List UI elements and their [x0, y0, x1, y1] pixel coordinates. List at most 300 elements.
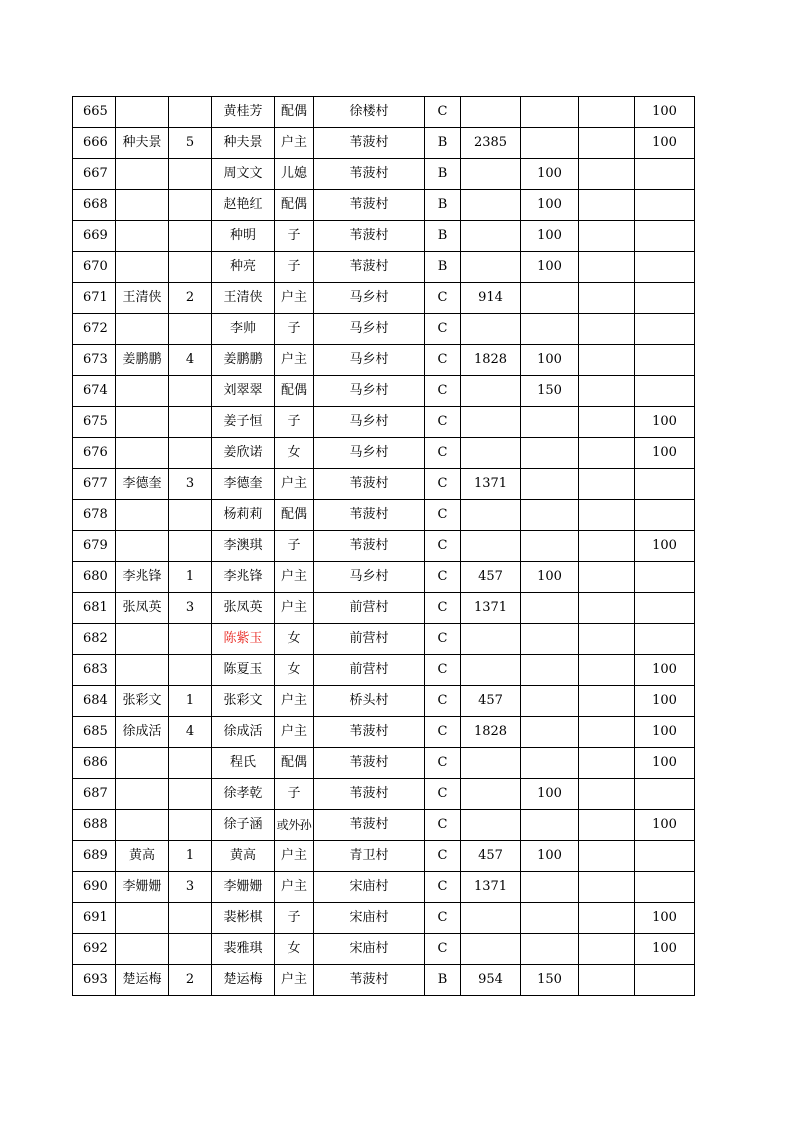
amount-c-cell	[579, 686, 635, 717]
member-name-cell: 徐子涵	[212, 810, 275, 841]
member-name-cell: 李兆锋	[212, 562, 275, 593]
amount-a-cell	[461, 903, 521, 934]
amount-a-cell: 457	[461, 562, 521, 593]
table-row	[73, 97, 695, 128]
household-size-cell: 1	[169, 686, 212, 717]
member-name-cell: 姜欣诺	[212, 438, 275, 469]
grade-cell: C	[425, 655, 461, 686]
member-name-cell: 楚运梅	[212, 965, 275, 996]
table-row	[73, 903, 695, 934]
member-name-cell: 姜子恒	[212, 407, 275, 438]
amount-a-cell	[461, 438, 521, 469]
amount-d-cell	[635, 376, 695, 407]
row-number-cell: 675	[73, 407, 116, 438]
amount-b-cell	[521, 438, 579, 469]
household-head-cell	[116, 903, 169, 934]
amount-c-cell	[579, 531, 635, 562]
household-size-cell	[169, 376, 212, 407]
row-number-cell: 665	[73, 97, 116, 128]
amount-b-cell	[521, 686, 579, 717]
household-size-cell: 2	[169, 965, 212, 996]
household-head-cell	[116, 252, 169, 283]
amount-c-cell	[579, 500, 635, 531]
amount-c-cell	[579, 438, 635, 469]
table-row	[73, 345, 695, 376]
table-row	[73, 934, 695, 965]
table-row	[73, 965, 695, 996]
row-number-cell: 684	[73, 686, 116, 717]
relation-cell: 儿媳	[275, 159, 314, 190]
row-number-cell: 683	[73, 655, 116, 686]
member-name-cell: 种夫景	[212, 128, 275, 159]
household-head-cell: 王清侠	[116, 283, 169, 314]
member-name-cell: 李帅	[212, 314, 275, 345]
amount-d-cell	[635, 159, 695, 190]
roster-body	[73, 97, 695, 996]
amount-b-cell: 100	[521, 159, 579, 190]
household-size-cell: 4	[169, 345, 212, 376]
amount-b-cell: 100	[521, 345, 579, 376]
amount-c-cell	[579, 841, 635, 872]
amount-c-cell	[579, 934, 635, 965]
amount-d-cell	[635, 314, 695, 345]
household-head-cell	[116, 376, 169, 407]
relation-cell: 户主	[275, 128, 314, 159]
amount-b-cell: 100	[521, 190, 579, 221]
member-name-cell: 徐成活	[212, 717, 275, 748]
grade-cell: C	[425, 903, 461, 934]
member-name-cell: 黄桂芳	[212, 97, 275, 128]
amount-d-cell	[635, 221, 695, 252]
village-cell: 苇菠村	[314, 469, 425, 500]
relation-cell: 配偶	[275, 97, 314, 128]
amount-d-cell	[635, 252, 695, 283]
amount-c-cell	[579, 252, 635, 283]
village-cell: 宋庙村	[314, 903, 425, 934]
row-number-cell: 680	[73, 562, 116, 593]
amount-d-cell: 100	[635, 438, 695, 469]
amount-b-cell	[521, 934, 579, 965]
amount-d-cell: 100	[635, 903, 695, 934]
amount-c-cell	[579, 779, 635, 810]
member-name-cell: 周文文	[212, 159, 275, 190]
household-size-cell: 3	[169, 469, 212, 500]
grade-cell: C	[425, 407, 461, 438]
grade-cell: C	[425, 934, 461, 965]
amount-a-cell: 914	[461, 283, 521, 314]
relation-cell: 配偶	[275, 748, 314, 779]
amount-a-cell: 2385	[461, 128, 521, 159]
amount-a-cell: 457	[461, 686, 521, 717]
relation-cell: 户主	[275, 283, 314, 314]
village-cell: 苇菠村	[314, 190, 425, 221]
amount-b-cell	[521, 748, 579, 779]
grade-cell: C	[425, 97, 461, 128]
grade-cell: C	[425, 345, 461, 376]
household-size-cell: 2	[169, 283, 212, 314]
household-head-cell	[116, 531, 169, 562]
village-cell: 桥头村	[314, 686, 425, 717]
amount-d-cell	[635, 872, 695, 903]
household-size-cell: 1	[169, 562, 212, 593]
village-cell: 苇菠村	[314, 717, 425, 748]
amount-b-cell	[521, 655, 579, 686]
table-row	[73, 252, 695, 283]
household-head-cell	[116, 810, 169, 841]
amount-b-cell: 100	[521, 221, 579, 252]
amount-a-cell	[461, 190, 521, 221]
amount-a-cell: 1371	[461, 872, 521, 903]
village-cell: 前营村	[314, 593, 425, 624]
row-number-cell: 666	[73, 128, 116, 159]
amount-c-cell	[579, 97, 635, 128]
table-row	[73, 810, 695, 841]
row-number-cell: 677	[73, 469, 116, 500]
grade-cell: C	[425, 469, 461, 500]
amount-b-cell	[521, 500, 579, 531]
amount-a-cell	[461, 221, 521, 252]
relation-cell: 子	[275, 252, 314, 283]
member-name-cell: 种明	[212, 221, 275, 252]
relation-cell: 女	[275, 438, 314, 469]
household-size-cell	[169, 159, 212, 190]
row-number-cell: 673	[73, 345, 116, 376]
amount-c-cell	[579, 128, 635, 159]
roster-table	[72, 96, 695, 996]
amount-a-cell: 1828	[461, 717, 521, 748]
household-size-cell	[169, 531, 212, 562]
table-row	[73, 190, 695, 221]
table-row	[73, 655, 695, 686]
amount-a-cell	[461, 97, 521, 128]
amount-d-cell	[635, 283, 695, 314]
household-head-cell: 张彩文	[116, 686, 169, 717]
relation-cell: 配偶	[275, 500, 314, 531]
table-row	[73, 221, 695, 252]
table-row	[73, 872, 695, 903]
relation-cell: 子	[275, 903, 314, 934]
household-head-cell: 李兆锋	[116, 562, 169, 593]
grade-cell: C	[425, 624, 461, 655]
row-number-cell: 685	[73, 717, 116, 748]
row-number-cell: 678	[73, 500, 116, 531]
amount-d-cell	[635, 500, 695, 531]
member-name-cell: 张凤英	[212, 593, 275, 624]
household-size-cell	[169, 97, 212, 128]
row-number-cell: 670	[73, 252, 116, 283]
member-name-cell: 裴彬棋	[212, 903, 275, 934]
household-head-cell	[116, 407, 169, 438]
table-row	[73, 624, 695, 655]
amount-d-cell: 100	[635, 748, 695, 779]
household-head-cell: 李德奎	[116, 469, 169, 500]
amount-b-cell	[521, 407, 579, 438]
row-number-cell: 686	[73, 748, 116, 779]
table-row	[73, 376, 695, 407]
household-head-cell	[116, 655, 169, 686]
village-cell: 苇菠村	[314, 810, 425, 841]
member-name-cell: 李德奎	[212, 469, 275, 500]
grade-cell: C	[425, 283, 461, 314]
household-size-cell	[169, 779, 212, 810]
village-cell: 苇菠村	[314, 965, 425, 996]
amount-d-cell	[635, 562, 695, 593]
member-name-cell: 杨莉莉	[212, 500, 275, 531]
amount-b-cell	[521, 283, 579, 314]
amount-d-cell: 100	[635, 128, 695, 159]
household-size-cell	[169, 810, 212, 841]
amount-c-cell	[579, 872, 635, 903]
household-size-cell	[169, 903, 212, 934]
grade-cell: C	[425, 810, 461, 841]
household-head-cell	[116, 779, 169, 810]
relation-cell: 户主	[275, 841, 314, 872]
household-head-cell: 黄高	[116, 841, 169, 872]
row-number-cell: 672	[73, 314, 116, 345]
amount-d-cell: 100	[635, 686, 695, 717]
amount-d-cell: 100	[635, 407, 695, 438]
household-size-cell	[169, 314, 212, 345]
village-cell: 马乡村	[314, 376, 425, 407]
household-size-cell	[169, 252, 212, 283]
row-number-cell: 676	[73, 438, 116, 469]
grade-cell: B	[425, 159, 461, 190]
relation-cell: 女	[275, 934, 314, 965]
household-size-cell: 1	[169, 841, 212, 872]
household-size-cell	[169, 190, 212, 221]
grade-cell: C	[425, 686, 461, 717]
village-cell: 苇菠村	[314, 779, 425, 810]
amount-d-cell	[635, 624, 695, 655]
household-head-cell: 姜鹏鹏	[116, 345, 169, 376]
amount-d-cell: 100	[635, 531, 695, 562]
member-name-cell: 陈夏玉	[212, 655, 275, 686]
relation-cell: 户主	[275, 872, 314, 903]
row-number-cell: 689	[73, 841, 116, 872]
row-number-cell: 691	[73, 903, 116, 934]
row-number-cell: 669	[73, 221, 116, 252]
grade-cell: C	[425, 500, 461, 531]
amount-c-cell	[579, 965, 635, 996]
household-size-cell: 5	[169, 128, 212, 159]
amount-b-cell	[521, 128, 579, 159]
relation-cell: 女	[275, 655, 314, 686]
household-head-cell	[116, 221, 169, 252]
amount-a-cell	[461, 624, 521, 655]
household-size-cell	[169, 624, 212, 655]
amount-a-cell	[461, 314, 521, 345]
amount-c-cell	[579, 407, 635, 438]
member-name-cell: 裴雅琪	[212, 934, 275, 965]
table-row	[73, 314, 695, 345]
table-row	[73, 128, 695, 159]
amount-b-cell: 150	[521, 965, 579, 996]
village-cell: 苇菠村	[314, 748, 425, 779]
amount-a-cell	[461, 655, 521, 686]
table-row	[73, 469, 695, 500]
amount-c-cell	[579, 593, 635, 624]
grade-cell: C	[425, 779, 461, 810]
member-name-cell: 赵艳红	[212, 190, 275, 221]
village-cell: 马乡村	[314, 283, 425, 314]
household-head-cell	[116, 748, 169, 779]
amount-d-cell	[635, 190, 695, 221]
relation-cell: 户主	[275, 345, 314, 376]
grade-cell: C	[425, 376, 461, 407]
village-cell: 宋庙村	[314, 934, 425, 965]
amount-b-cell	[521, 624, 579, 655]
table-row	[73, 531, 695, 562]
amount-a-cell	[461, 779, 521, 810]
village-cell: 马乡村	[314, 407, 425, 438]
amount-d-cell: 100	[635, 655, 695, 686]
grade-cell: B	[425, 965, 461, 996]
amount-c-cell	[579, 469, 635, 500]
table-row	[73, 717, 695, 748]
household-size-cell: 4	[169, 717, 212, 748]
amount-d-cell	[635, 593, 695, 624]
household-size-cell: 3	[169, 593, 212, 624]
relation-cell: 配偶	[275, 376, 314, 407]
amount-c-cell	[579, 159, 635, 190]
row-number-cell: 681	[73, 593, 116, 624]
grade-cell: C	[425, 748, 461, 779]
grade-cell: C	[425, 438, 461, 469]
amount-a-cell	[461, 407, 521, 438]
amount-d-cell: 100	[635, 97, 695, 128]
household-head-cell: 张凤英	[116, 593, 169, 624]
relation-cell: 或外孙	[275, 810, 314, 841]
amount-d-cell	[635, 841, 695, 872]
relation-cell: 子	[275, 779, 314, 810]
member-name-cell: 刘翠翠	[212, 376, 275, 407]
amount-b-cell: 100	[521, 779, 579, 810]
grade-cell: B	[425, 252, 461, 283]
household-head-cell: 徐成活	[116, 717, 169, 748]
row-number-cell: 674	[73, 376, 116, 407]
household-head-cell	[116, 159, 169, 190]
village-cell: 苇菠村	[314, 221, 425, 252]
relation-cell: 子	[275, 407, 314, 438]
row-number-cell: 682	[73, 624, 116, 655]
relation-cell: 子	[275, 221, 314, 252]
amount-d-cell	[635, 779, 695, 810]
amount-c-cell	[579, 624, 635, 655]
grade-cell: C	[425, 562, 461, 593]
household-size-cell: 3	[169, 872, 212, 903]
amount-c-cell	[579, 345, 635, 376]
village-cell: 苇菠村	[314, 128, 425, 159]
household-head-cell	[116, 500, 169, 531]
amount-a-cell: 1371	[461, 469, 521, 500]
household-size-cell	[169, 500, 212, 531]
household-head-cell	[116, 934, 169, 965]
amount-a-cell: 1828	[461, 345, 521, 376]
row-number-cell: 667	[73, 159, 116, 190]
amount-c-cell	[579, 562, 635, 593]
grade-cell: C	[425, 717, 461, 748]
amount-b-cell	[521, 314, 579, 345]
village-cell: 马乡村	[314, 438, 425, 469]
row-number-cell: 693	[73, 965, 116, 996]
table-row	[73, 686, 695, 717]
relation-cell: 户主	[275, 965, 314, 996]
village-cell: 马乡村	[314, 314, 425, 345]
household-size-cell	[169, 655, 212, 686]
relation-cell: 户主	[275, 469, 314, 500]
household-size-cell	[169, 407, 212, 438]
amount-b-cell	[521, 810, 579, 841]
amount-a-cell	[461, 748, 521, 779]
amount-c-cell	[579, 314, 635, 345]
amount-d-cell	[635, 965, 695, 996]
amount-a-cell: 954	[461, 965, 521, 996]
member-name-cell: 李澳琪	[212, 531, 275, 562]
row-number-cell: 671	[73, 283, 116, 314]
village-cell: 苇菠村	[314, 531, 425, 562]
amount-b-cell: 100	[521, 252, 579, 283]
household-size-cell	[169, 748, 212, 779]
member-name-cell: 黄高	[212, 841, 275, 872]
relation-cell: 子	[275, 314, 314, 345]
amount-a-cell	[461, 934, 521, 965]
amount-c-cell	[579, 283, 635, 314]
amount-a-cell	[461, 252, 521, 283]
member-name-cell: 王清侠	[212, 283, 275, 314]
table-row	[73, 159, 695, 190]
amount-c-cell	[579, 655, 635, 686]
household-head-cell	[116, 624, 169, 655]
relation-cell: 户主	[275, 593, 314, 624]
grade-cell: C	[425, 872, 461, 903]
grade-cell: C	[425, 593, 461, 624]
village-cell: 马乡村	[314, 562, 425, 593]
village-cell: 苇菠村	[314, 500, 425, 531]
household-size-cell	[169, 934, 212, 965]
village-cell: 青卫村	[314, 841, 425, 872]
amount-d-cell: 100	[635, 934, 695, 965]
row-number-cell: 692	[73, 934, 116, 965]
member-name-cell: 徐孝乾	[212, 779, 275, 810]
row-number-cell: 690	[73, 872, 116, 903]
relation-cell: 子	[275, 531, 314, 562]
table-row	[73, 593, 695, 624]
amount-b-cell	[521, 531, 579, 562]
grade-cell: C	[425, 531, 461, 562]
amount-d-cell: 100	[635, 810, 695, 841]
amount-a-cell	[461, 500, 521, 531]
village-cell: 宋庙村	[314, 872, 425, 903]
grade-cell: C	[425, 314, 461, 345]
household-head-cell: 种夫景	[116, 128, 169, 159]
table-row	[73, 748, 695, 779]
amount-b-cell: 150	[521, 376, 579, 407]
amount-b-cell: 100	[521, 841, 579, 872]
village-cell: 苇菠村	[314, 159, 425, 190]
amount-d-cell	[635, 469, 695, 500]
grade-cell: B	[425, 128, 461, 159]
relation-cell: 女	[275, 624, 314, 655]
amount-b-cell	[521, 717, 579, 748]
member-name-cell: 李姗姗	[212, 872, 275, 903]
amount-a-cell	[461, 531, 521, 562]
amount-b-cell	[521, 97, 579, 128]
amount-c-cell	[579, 903, 635, 934]
member-name-cell: 程氏	[212, 748, 275, 779]
household-head-cell: 李姗姗	[116, 872, 169, 903]
amount-b-cell	[521, 469, 579, 500]
row-number-cell: 688	[73, 810, 116, 841]
